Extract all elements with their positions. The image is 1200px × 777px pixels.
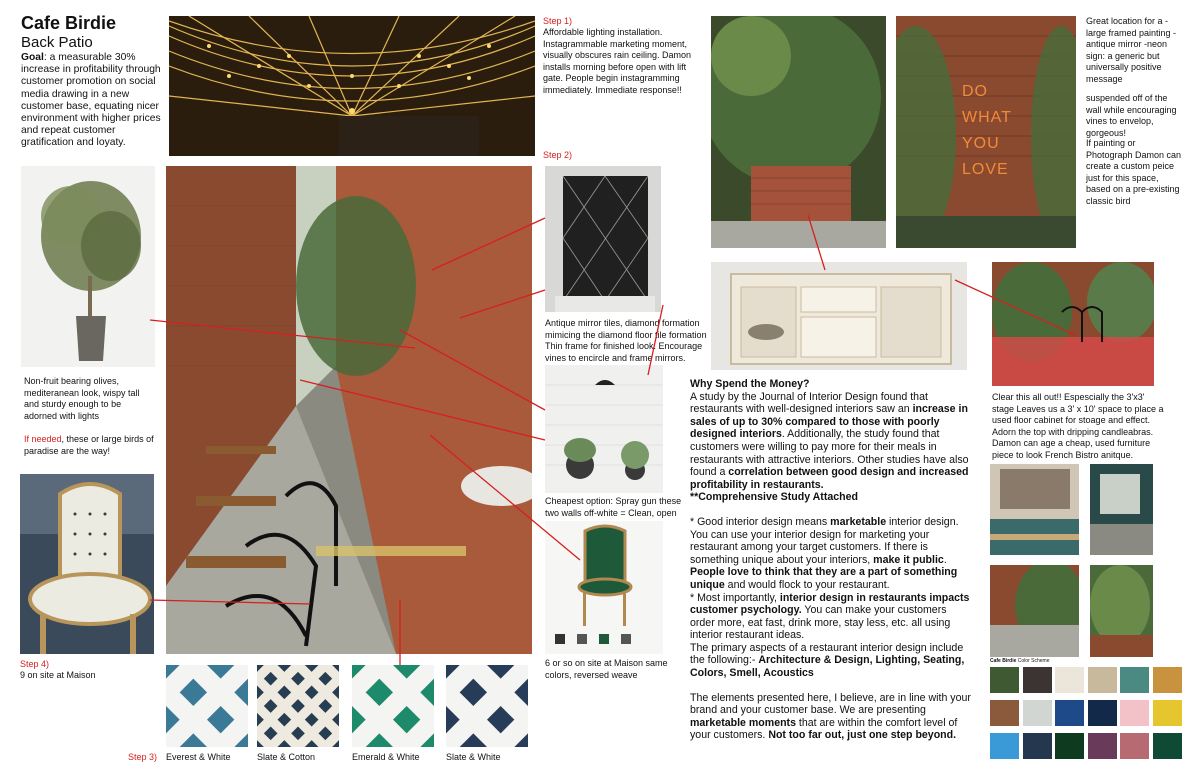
tile-label: Slate & White — [446, 752, 501, 762]
color-swatch — [1120, 700, 1149, 726]
goal-label: Goal — [21, 52, 44, 63]
color-swatch — [1153, 733, 1182, 759]
brick-wall-photo — [711, 16, 886, 248]
cabinet-photo — [711, 262, 967, 370]
bistro-chair-photo — [20, 474, 154, 654]
neon-line: YOU — [962, 135, 1000, 152]
color-swatch — [990, 733, 1019, 759]
why-p4b: Architecture & Design, Lighting, Seating, Colors, Smell, Acoustics — [690, 654, 965, 680]
inspiration-photo-3 — [990, 565, 1079, 657]
color-swatch — [1055, 733, 1084, 759]
stage-photo — [992, 262, 1154, 386]
why-p3c: You can make your customers order more, eat fast, drink more, stay less, etc. all using interior restaurant ideas. — [690, 604, 951, 642]
color-swatch — [990, 667, 1019, 693]
tile-label: Everest & White — [166, 752, 231, 762]
color-swatch — [1088, 733, 1117, 759]
why-p2b: marketable — [830, 515, 887, 528]
color-swatch — [1023, 733, 1052, 759]
why-p1a: A study by the Journal of Interior Design found that restaurants with well-designed interiors saw an — [690, 390, 928, 416]
green-chair-text: 6 or so on site at Maison same colors, reversed weave — [545, 658, 668, 680]
why-p2e: . — [943, 553, 947, 566]
tile-swatch — [446, 665, 528, 747]
why-p2c: interior design. You can use your interior design for marketing your restaurant among your target customers. If there is something unique about your interiors, — [690, 515, 959, 566]
step4-text: 9 on site at Maison — [20, 670, 96, 680]
page-subtitle: Back Patio — [21, 34, 93, 51]
step1-text: Affordable lighting installation. Instagrammable marketing moment, visually obscures rain ceiling. Damon installs morning before open with lift gate. People begin instagramming immediately. Immediate response!! — [543, 27, 692, 95]
color-swatch — [1120, 733, 1149, 759]
olive-if-needed — [24, 434, 154, 457]
why-p3b: interior design in restaurants impacts customer psychology. — [690, 591, 970, 617]
color-swatch — [1055, 700, 1084, 726]
color-swatch — [1023, 667, 1052, 693]
why-p3a: * Most importantly, — [690, 591, 780, 604]
color-swatch — [1120, 667, 1149, 693]
step4-label: Step 4) — [20, 659, 50, 669]
string-lights-photo — [169, 16, 535, 156]
tile-swatch — [352, 665, 434, 747]
why-p1d: correlation between good design and increased profitability in restaurants. — [690, 466, 969, 491]
color-scheme-title — [990, 658, 1049, 664]
why-p2d: make it public — [873, 553, 944, 566]
if-needed-label: If needed — [24, 434, 62, 444]
color-swatch — [990, 700, 1019, 726]
color-swatch — [1088, 700, 1117, 726]
color-swatch — [1088, 667, 1117, 693]
why-p5c: that are within the comfort level of your customers. — [690, 716, 958, 742]
goal-text — [21, 52, 166, 150]
neon-sign — [962, 79, 1022, 183]
color-swatch — [1023, 700, 1052, 726]
study-attached: **Comprehensive Study Attached — [690, 491, 858, 504]
olive-text: Non-fruit bearing olives, mediteranean look, wispy tall and sturdy enough to be adorned with lights — [24, 376, 140, 421]
why-paragraph-5 — [690, 692, 972, 742]
inspiration-photo-4 — [1090, 565, 1153, 657]
inspiration-photo-1 — [990, 464, 1079, 555]
why-p5d: Not too far out, just one step beyond. — [768, 729, 957, 742]
why-p5b: marketable moments — [690, 716, 796, 729]
why-p2g: and would flock to your restaurant. — [724, 578, 890, 591]
tile-swatch — [257, 665, 339, 747]
mirror-photo — [545, 166, 661, 312]
page-title: Cafe Birdie — [21, 13, 117, 33]
if-needed-text: , these or large birds of paradise are the way! — [24, 434, 154, 456]
green-chair-photo — [545, 521, 663, 654]
patio-main-photo — [166, 166, 532, 654]
step2-label: Step 2) — [543, 150, 573, 160]
why-heading: Why Spend the Money? — [690, 378, 810, 390]
why-paragraph-2 — [690, 516, 972, 592]
step3-label: Step 3) — [128, 752, 158, 762]
color-swatch — [1153, 700, 1182, 726]
olive-tree-photo — [21, 166, 155, 367]
why-paragraph-3 — [690, 592, 972, 642]
why-p1c: . Additionally, the study found that customers were willing to pay more for their meals in restaurants with attractive interiors. Other studies have also found a — [690, 428, 969, 479]
white-wall-photo — [545, 365, 663, 493]
tile-label: Emerald & White — [352, 752, 420, 762]
scheme-sub: Color Scheme — [1017, 658, 1050, 664]
why-p2a: * Good interior design means — [690, 515, 831, 528]
why-p4a: The primary aspects of a restaurant interior design include the following:- — [690, 641, 964, 667]
wall-notes-1: Great location for a -large framed painting -antique mirror -neon sign: a generic but universally positive message — [1086, 16, 1177, 84]
why-p2f: People love to think that they are a part of something unique — [690, 566, 958, 591]
color-swatch — [1153, 667, 1182, 693]
neon-line: WHAT — [962, 109, 1012, 126]
goal-body: : a measurable 30% increase in profitability through customer promotion on social media drawing in a new customer base, equating nicer environment with higher prices and repeat customer gratification and loyaty. — [21, 52, 161, 149]
why-paragraph-4 — [690, 642, 972, 680]
tile-label: Slate & Cotton — [257, 752, 316, 762]
step2-text: Antique mirror tiles, diamond formation mimicing the diamond floor tile formation Thin frame for finished look. Encourage vines to encircle and frame mirrors. — [545, 318, 707, 363]
neon-line: LOVE — [962, 161, 1009, 178]
why-section — [690, 378, 972, 742]
color-swatch — [1055, 667, 1084, 693]
tile-swatch — [166, 665, 248, 747]
wall-notes-3: If painting or Photograph Damon can create a custom peice just for this space, based on a pre-existing classic bird — [1086, 138, 1182, 206]
inspiration-photo-2 — [1090, 464, 1153, 555]
why-p5a: The elements presented here, I believe, are in line with your brand and your customer base. We are presenting — [690, 691, 971, 717]
scheme-brand: Cafe Birdie — [990, 658, 1017, 664]
stage-text: Clear this all out!! Espescially the 3'x3' stage Leaves us a 3' x 10' space to place a used floor cabinet for stoage and effect. Adorn the top with dripping candleabras. Damon can age a cheap, used furniture piece to look French Bistro anitque. — [992, 392, 1164, 460]
why-paragraph-1 — [690, 391, 972, 492]
why-p1b: increase in sales of up to 30% compared to those with poorly designed interiors — [690, 403, 968, 441]
neon-line: DO — [962, 83, 988, 100]
step1-label: Step 1) — [543, 16, 573, 26]
wall-notes-2: suspended off of the wall while encouraging vines to envelop, gorgeous! — [1086, 93, 1177, 138]
paint-text: Cheapest option: Spray gun these two walls off-white = Clean, open — [545, 496, 682, 518]
